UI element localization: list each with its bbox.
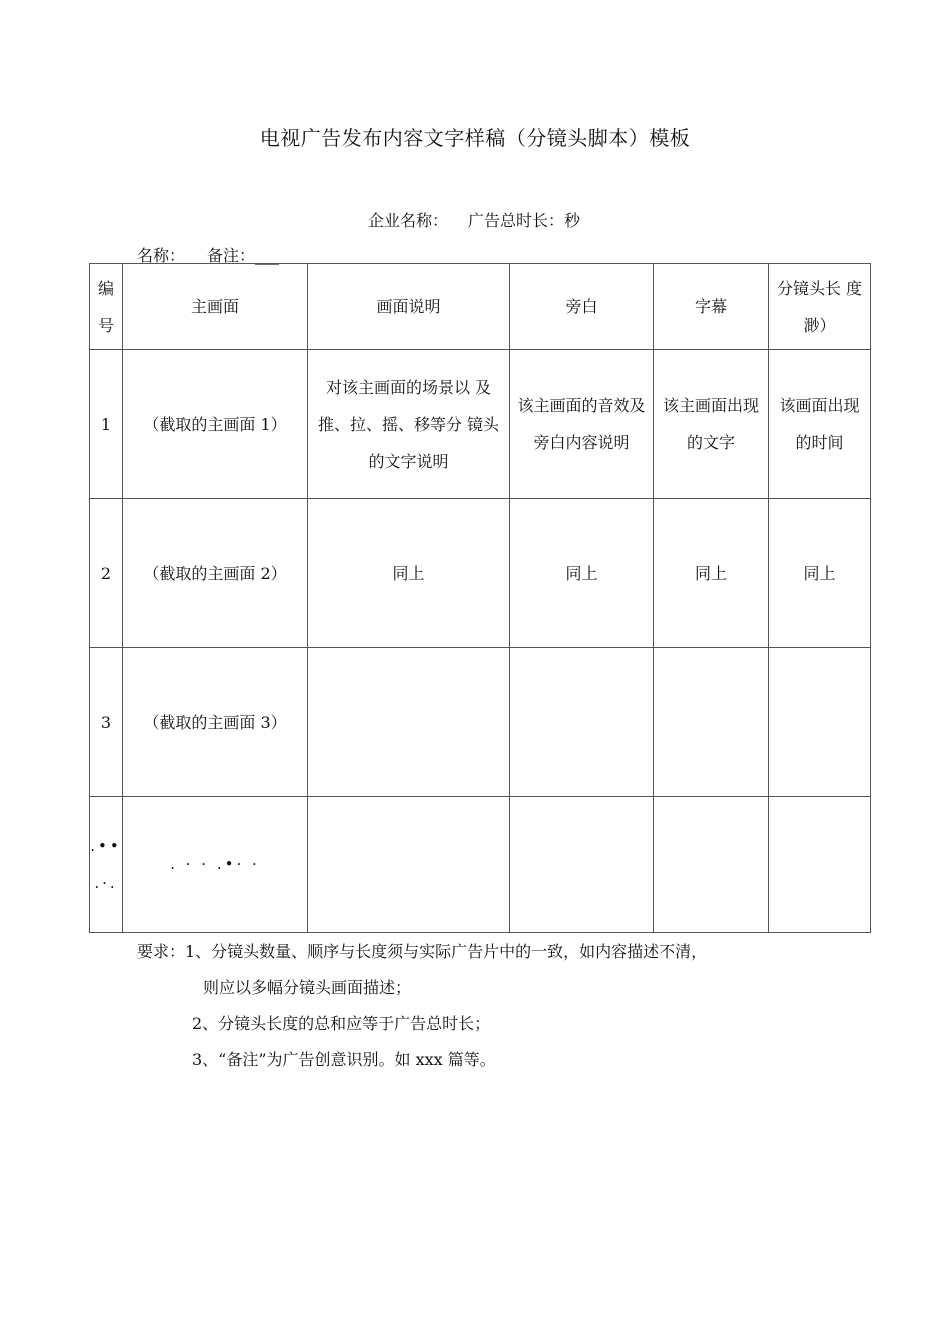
row-shot-length bbox=[769, 648, 871, 797]
header-number-bottom: 号 bbox=[97, 315, 114, 335]
requirement-line-4: 3、“备注”为广告创意识别。如 xxx 篇等。 bbox=[192, 1050, 496, 1069]
row-narration-text: 该主画面的音效及旁白内容说明 bbox=[517, 396, 646, 452]
table-row bbox=[90, 350, 871, 499]
row-narration bbox=[510, 350, 654, 499]
requirement-line-3: 2、分镜头长度的总和应等于广告总时长； bbox=[192, 1014, 491, 1033]
row-scene-description: 同上 bbox=[308, 499, 510, 648]
row-shot-length bbox=[769, 797, 871, 933]
row-subtitle bbox=[654, 648, 769, 797]
row-scene-description bbox=[308, 350, 510, 499]
header-scene-description: 画面说明 bbox=[308, 264, 510, 350]
table-row bbox=[90, 499, 871, 648]
row-shot-length bbox=[769, 350, 871, 499]
note-label: 备注：___ bbox=[207, 246, 280, 265]
row-main-scene: （截取的主画面 3） bbox=[123, 648, 308, 797]
table-header-row bbox=[90, 264, 871, 350]
header-narration: 旁白 bbox=[510, 264, 654, 350]
row-main-scene-ellipsis: . · · .•· · bbox=[123, 797, 308, 933]
row-shot-length: 同上 bbox=[769, 499, 871, 648]
header-shot-length bbox=[769, 264, 871, 350]
row-main-scene: （截取的主画面 2） bbox=[123, 499, 308, 648]
row-number: 2 bbox=[90, 499, 123, 648]
name-label: 名称： bbox=[137, 246, 186, 265]
table-row bbox=[90, 797, 871, 933]
row-subtitle bbox=[654, 797, 769, 933]
requirement-line-2: 则应以多幅分镜头画面描述； bbox=[203, 978, 412, 997]
storyboard-table bbox=[89, 263, 871, 933]
row-shot-length-text: 该画面出现的时间 bbox=[779, 396, 860, 452]
header-number-top: 编 bbox=[97, 278, 114, 298]
header-subtitle: 字幕 bbox=[654, 264, 769, 350]
header-number bbox=[90, 264, 123, 350]
row-narration bbox=[510, 797, 654, 933]
header-main-scene: 主画面 bbox=[123, 264, 308, 350]
requirement-line-1: 要求：1、分镜头数量、顺序与长度须与实际广告片中的一致，如内容描述不清， bbox=[137, 942, 708, 961]
row-number: 3 bbox=[90, 648, 123, 797]
total-duration-label: 广告总时长：秒 bbox=[468, 211, 581, 230]
row-number: 1 bbox=[90, 350, 123, 499]
row-subtitle-text: 该主画面出现的文字 bbox=[662, 396, 759, 452]
row-subtitle bbox=[654, 350, 769, 499]
row-scene-description bbox=[308, 797, 510, 933]
row-scene-description bbox=[308, 648, 510, 797]
header-shot-length-top: 分镜头长 度 bbox=[776, 278, 863, 298]
company-line bbox=[368, 208, 580, 231]
row-number-ellipsis-top: .•• bbox=[90, 836, 122, 855]
row-narration bbox=[510, 648, 654, 797]
row-main-scene: （截取的主画面 1） bbox=[123, 350, 308, 499]
company-label: 企业名称： bbox=[368, 211, 449, 230]
page-title: 电视广告发布内容文字样稿（分镜头脚本）模板 bbox=[259, 126, 691, 150]
table-row bbox=[90, 648, 871, 797]
row-number-ellipsis-bottom: .·. bbox=[94, 873, 118, 892]
header-shot-length-bottom: 渺） bbox=[803, 315, 836, 335]
row-scene-description-text: 对该主画面的场景以 及推、拉、摇、移等分 镜头的文字说明 bbox=[317, 377, 500, 471]
row-number-ellipsis bbox=[90, 797, 123, 933]
row-subtitle: 同上 bbox=[654, 499, 769, 648]
row-narration: 同上 bbox=[510, 499, 654, 648]
